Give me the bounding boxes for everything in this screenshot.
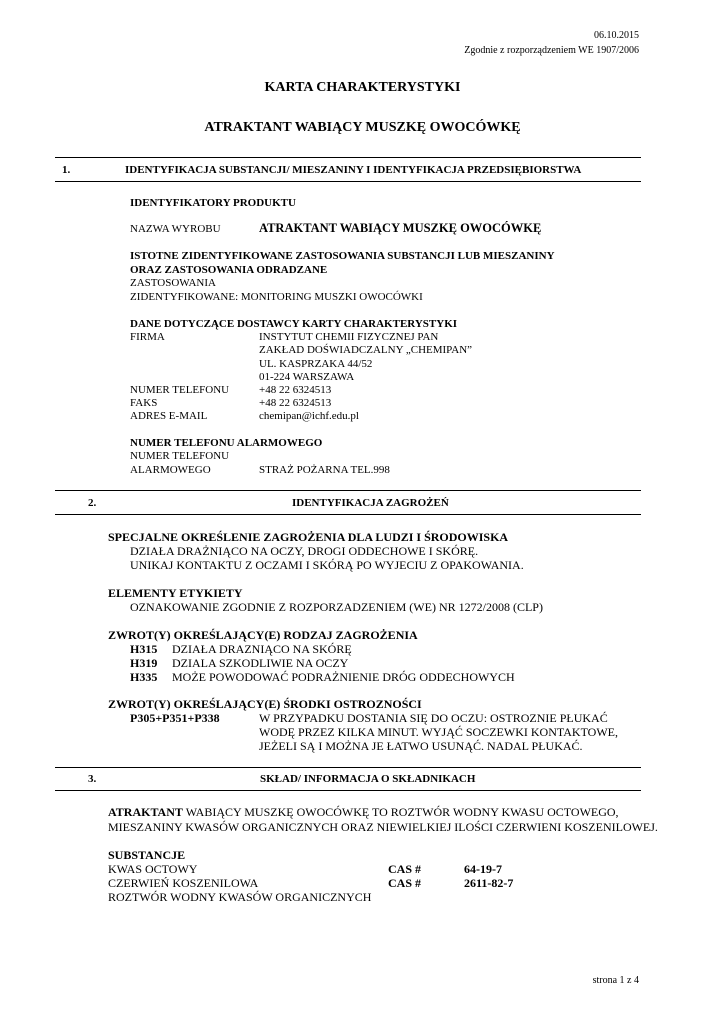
special-hazard-heading: SPECJALNE OKREŚLENIE ZAGROŻENIA DLA LUDZI I ŚRODOWISKA [108, 530, 509, 544]
section-2-bottom-rule [55, 514, 641, 515]
phone-label: NUMER TELEFONU [130, 384, 230, 396]
emergency-value: STRAŻ POŻARNA TEL.998 [259, 464, 390, 476]
composition-intro-line-2: MIESZANINY KWASÓW ORGANICZNYCH ORAZ NIEWIELKIEJ ILOŚCI CZERWIENI KOSZENILOWEJ. [108, 820, 658, 834]
firm-line: INSTYTUT CHEMII FIZYCZNEJ PAN [259, 331, 439, 343]
email-label: ADRES E-MAIL [130, 410, 208, 422]
product-name-label: NAZWA WYROBU [130, 223, 221, 235]
uses-heading-2: ORAZ ZASTOSOWANIA ODRADZANE [130, 264, 328, 276]
product-ids-heading: IDENTYFIKATORY PRODUKTU [130, 197, 296, 209]
substance-cas-label: CAS # [388, 876, 422, 890]
label-elements-heading: ELEMENTY ETYKIETY [108, 586, 243, 600]
email-value: chemipan@ichf.edu.pl [259, 410, 359, 422]
section-3-number: 3. [88, 773, 97, 785]
precaution-heading: ZWROT(Y) OKREŚLAJĄCY(E) ŚRODKI OSTROZNOŚCI [108, 697, 422, 711]
section-1-title: IDENTYFIKACJA SUBSTANCJI/ MIESZANINY I IDENTYFIKACJA PRZEDSIĘBIORSTWA [125, 164, 582, 176]
document-date: 06.10.2015 [594, 30, 639, 41]
hazard-code: H335 [130, 670, 158, 684]
page-number: strona 1 z 4 [592, 975, 639, 986]
precaution-code: P305+P351+P338 [130, 711, 220, 725]
substance-name: CZERWIEŃ KOSZENILOWA [108, 876, 259, 890]
section-1-bottom-rule [55, 181, 641, 182]
hazard-code: H315 [130, 642, 158, 656]
precaution-line: WODĘ PRZEZ KILKA MINUT. WYJĄĆ SOCZEWKI KONTAKTOWE, [259, 725, 618, 739]
fax-label: FAKS [130, 397, 158, 409]
hazard-statements-heading: ZWROT(Y) OKREŚLAJĄCY(E) RODZAJ ZAGROŻENIA [108, 628, 418, 642]
document-title: KARTA CHARAKTERYSTYKI [264, 80, 461, 95]
substance-cas-label: CAS # [388, 862, 422, 876]
hazard-text: DZIAŁA DRAZNIĄCO NA SKÓRĘ [172, 642, 352, 656]
composition-intro-bold: ATRAKTANT [108, 805, 183, 819]
firm-line: UL. KASPRZAKA 44/52 [259, 358, 373, 370]
special-hazard-line: DZIAŁA DRAŻNIĄCO NA OCZY, DROGI ODDECHOWE I SKÓRĘ. [130, 544, 479, 558]
composition-intro-line-1 [108, 805, 619, 820]
section-1-number: 1. [62, 164, 71, 176]
uses-heading-1: ISTOTNE ZIDENTYFIKOWANE ZASTOSOWANIA SUBSTANCJI LUB MIESZANINY [130, 250, 555, 262]
precaution-line: W PRZYPADKU DOSTANIA SIĘ DO OCZU: OSTROZNIE PŁUKAĆ [259, 711, 608, 725]
section-2-title: IDENTYFIKACJA ZAGROŻEŃ [292, 497, 449, 509]
emergency-label-1: NUMER TELEFONU [130, 450, 230, 462]
hazard-text: DZIALA SZKODLIWIE NA OCZY [172, 656, 349, 670]
product-title: ATRAKTANT WABIĄCY MUSZKĘ OWOCÓWKĘ [204, 120, 521, 135]
hazard-text: MOŻE POWODOWAĆ PODRAŻNIENIE DRÓG ODDECHOWYCH [172, 670, 515, 684]
composition-intro-rest: WABIĄCY MUSZKĘ OWOCÓWKĘ TO ROZTWÓR WODNY KWASU OCTOWEGO, [182, 805, 619, 819]
section-1-top-rule [55, 157, 641, 158]
label-elements-line: OZNAKOWANIE ZGODNIE Z ROZPORZADZENIEM (WE) NR 1272/2008 (CLP) [130, 600, 543, 614]
section-3-bottom-rule [55, 790, 641, 791]
section-3-title: SKŁAD/ INFORMACJA O SKŁADNIKACH [260, 773, 476, 785]
section-3-top-rule [55, 767, 641, 768]
substance-name: KWAS OCTOWY [108, 862, 198, 876]
uses-line-1: ZASTOSOWANIA [130, 277, 216, 289]
precaution-line: JEŻELI SĄ I MOŻNA JE ŁATWO USUNĄĆ. NADAL PŁUKAĆ. [259, 739, 583, 753]
emergency-label-2: ALARMOWEGO [130, 464, 211, 476]
product-name-value: ATRAKTANT WABIĄCY MUSZKĘ OWOCÓWKĘ [259, 221, 542, 235]
firm-label: FIRMA [130, 331, 165, 343]
fax-value: +48 22 6324513 [259, 397, 332, 409]
firm-line: 01-224 WARSZAWA [259, 371, 355, 383]
uses-line-2: ZIDENTYFIKOWANE: MONITORING MUSZKI OWOCÓWKI [130, 291, 423, 303]
substance-name: ROZTWÓR WODNY KWASÓW ORGANICZNYCH [108, 890, 372, 904]
supplier-heading: DANE DOTYCZĄCE DOSTAWCY KARTY CHARAKTERYSTYKI [130, 318, 458, 330]
hazard-code: H319 [130, 656, 158, 670]
regulation-note: Zgodnie z rozporządzeniem WE 1907/2006 [464, 45, 639, 56]
substance-cas-number: 2611-82-7 [464, 876, 514, 890]
substances-heading: SUBSTANCJE [108, 848, 186, 862]
phone-value: +48 22 6324513 [259, 384, 332, 396]
substance-cas-number: 64-19-7 [464, 862, 502, 876]
emergency-heading: NUMER TELEFONU ALARMOWEGO [130, 437, 323, 449]
special-hazard-line: UNIKAJ KONTAKTU Z OCZAMI I SKÓRĄ PO WYJECIU Z OPAKOWANIA. [130, 558, 524, 572]
section-2-top-rule [55, 490, 641, 491]
section-2-number: 2. [88, 497, 97, 509]
firm-line: ZAKŁAD DOŚWIADCZALNY „CHEMIPAN” [259, 344, 473, 356]
